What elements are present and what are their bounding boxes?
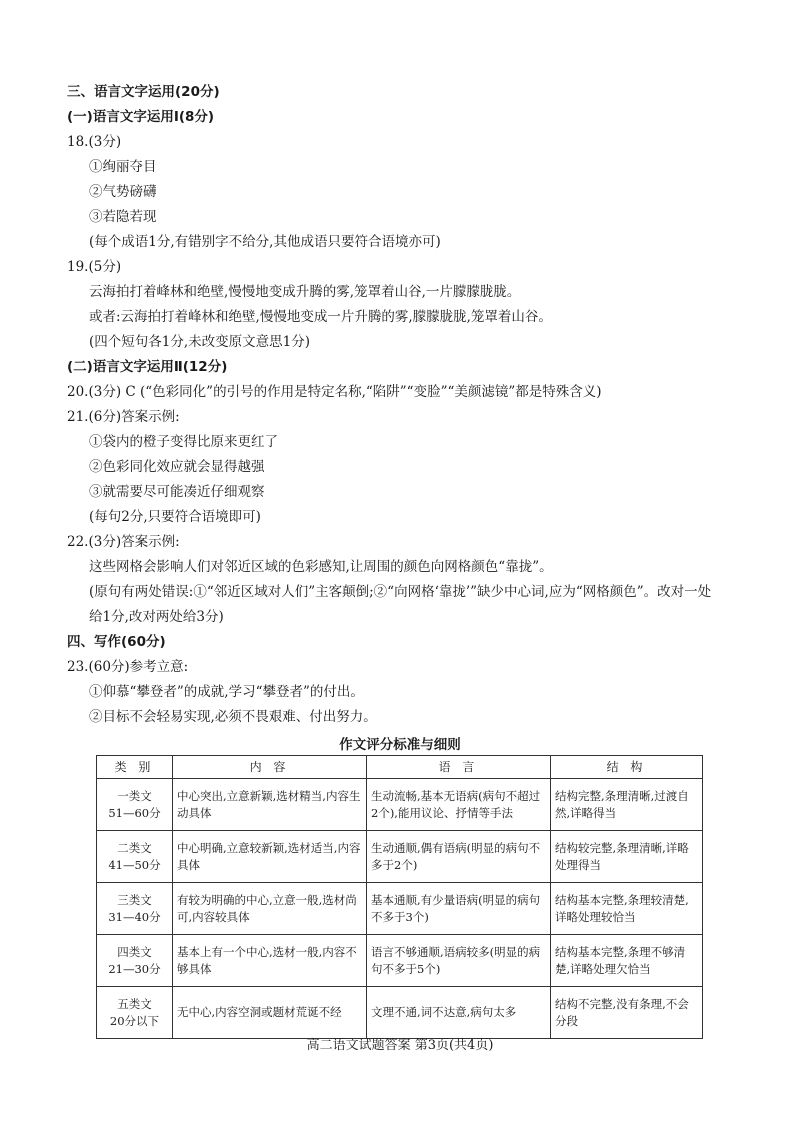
- q19-note: (四个短句各1分,未改变原文意思1分): [89, 334, 311, 350]
- category-score: 21—30分: [108, 961, 161, 976]
- section-3-sub2-title: (二)语言文字运用Ⅱ(12分): [67, 359, 228, 375]
- table-row: [97, 779, 703, 831]
- language-cell: 语言不够通顺,语病较多(明显的病句不多于5个): [367, 935, 551, 987]
- q22-note-1: (原句有两处错误:①“邻近区域对人们”主客颠倒;②“向网格‘靠拢’”缺少中心词,应为“网格颜色”。改对一处: [89, 584, 712, 600]
- content-cell: 基本上有一个中心,选材一般,内容不够具体: [173, 935, 367, 987]
- category-cell: [97, 987, 173, 1039]
- q23-item-2: ②目标不会轻易实现,必须不畏艰难、付出努力。: [89, 709, 377, 725]
- category-cell: [97, 831, 173, 883]
- language-cell: 生动通顺,偶有语病(明显的病句不多于2个): [367, 831, 551, 883]
- header-structure: 结 构: [551, 756, 703, 779]
- content-cell: 无中心,内容空洞或题材荒诞不经: [173, 987, 367, 1039]
- q22-answer: 这些网格会影响人们对邻近区域的色彩感知,让周围的颜色向网格颜色“靠拢”。: [89, 559, 553, 575]
- table-row: [97, 987, 703, 1039]
- content-cell: 中心明确,立意较新颖,选材适当,内容具体: [173, 831, 367, 883]
- language-cell: 文理不通,词不达意,病句太多: [367, 987, 551, 1039]
- category-score: 20分以下: [109, 1013, 160, 1028]
- q22-note-2: 给1分,改对两处给3分): [89, 609, 224, 625]
- table-row: [97, 831, 703, 883]
- q18-head: 18.(3分): [67, 134, 122, 150]
- category-score: 41—50分: [108, 857, 161, 872]
- structure-cell: 结构基本完整,条理较清楚,详略处理较恰当: [551, 883, 703, 935]
- table-row: [97, 883, 703, 935]
- category-cell: [97, 883, 173, 935]
- q18-note: (每个成语1分,有错别字不给分,其他成语只要符合语境亦可): [89, 234, 441, 250]
- content-cell: 中心突出,立意新颖,选材精当,内容生动具体: [173, 779, 367, 831]
- header-language: 语 言: [367, 756, 551, 779]
- rubric-table-title: 作文评分标准与细则: [339, 737, 461, 753]
- header-category: 类 别: [97, 756, 173, 779]
- structure-cell: 结构完整,条理清晰,过渡自然,详略得当: [551, 779, 703, 831]
- rubric-table: [96, 755, 703, 1039]
- q19-answer-1: 云海拍打着峰林和绝壁,慢慢地变成升腾的雾,笼罩着山谷,一片朦朦胧胧。: [89, 284, 521, 300]
- q18-item-3: ③若隐若现: [89, 209, 157, 225]
- category-name: 二类文: [117, 840, 152, 855]
- rubric-header-row: [97, 756, 703, 779]
- category-name: 三类文: [117, 892, 152, 907]
- q21-item-1: ①袋内的橙子变得比原来更红了: [89, 434, 278, 450]
- q23-head: 23.(60分)参考立意:: [67, 659, 189, 675]
- q21-head: 21.(6分)答案示例:: [67, 409, 180, 425]
- q18-item-1: ①绚丽夺目: [89, 159, 157, 175]
- q19-head: 19.(5分): [67, 259, 122, 275]
- structure-cell: 结构较完整,条理清晰,详略处理得当: [551, 831, 703, 883]
- structure-cell: 结构基本完整,条理不够清楚,详略处理欠恰当: [551, 935, 703, 987]
- content-cell: 有较为明确的中心,立意一般,选材尚可,内容较具体: [173, 883, 367, 935]
- category-name: 一类文: [117, 788, 152, 803]
- structure-cell: 结构不完整,没有条理,不会分段: [551, 987, 703, 1039]
- category-score: 31—40分: [108, 909, 161, 924]
- q19-answer-2: 或者:云海拍打着峰林和绝壁,慢慢地变成一片升腾的雾,朦朦胧胧,笼罩着山谷。: [89, 309, 552, 325]
- section-4-title: 四、写作(60分): [67, 634, 166, 650]
- q20-answer: 20.(3分) C (“色彩同化”的引号的作用是特定名称,“陷阱”“变脸”“美颜滤镜”都是特殊含义): [67, 384, 602, 400]
- q22-head: 22.(3分)答案示例:: [67, 534, 180, 550]
- q18-item-2: ②气势磅礴: [89, 184, 157, 200]
- category-cell: [97, 935, 173, 987]
- section-3-sub1-title: (一)语言文字运用Ⅰ(8分): [67, 109, 215, 125]
- language-cell: 生动流畅,基本无语病(病句不超过2个),能用议论、抒情等手法: [367, 779, 551, 831]
- table-row: [97, 935, 703, 987]
- category-name: 五类文: [117, 996, 152, 1011]
- language-cell: 基本通顺,有少量语病(明显的病句不多于3个): [367, 883, 551, 935]
- category-cell: [97, 779, 173, 831]
- q21-item-2: ②色彩同化效应就会显得越强: [89, 459, 265, 475]
- section-3-title: 三、语言文字运用(20分): [67, 84, 220, 100]
- category-name: 四类文: [117, 944, 152, 959]
- q21-item-3: ③就需要尽可能凑近仔细观察: [89, 484, 265, 500]
- header-content: 内 容: [173, 756, 367, 779]
- q21-note: (每句2分,只要符合语境即可): [89, 509, 261, 525]
- page-footer: 高二语文试题答案 第3页(共4页): [306, 1038, 494, 1053]
- category-score: 51—60分: [108, 805, 161, 820]
- q23-item-1: ①仰慕“攀登者”的成就,学习“攀登者”的付出。: [89, 684, 364, 700]
